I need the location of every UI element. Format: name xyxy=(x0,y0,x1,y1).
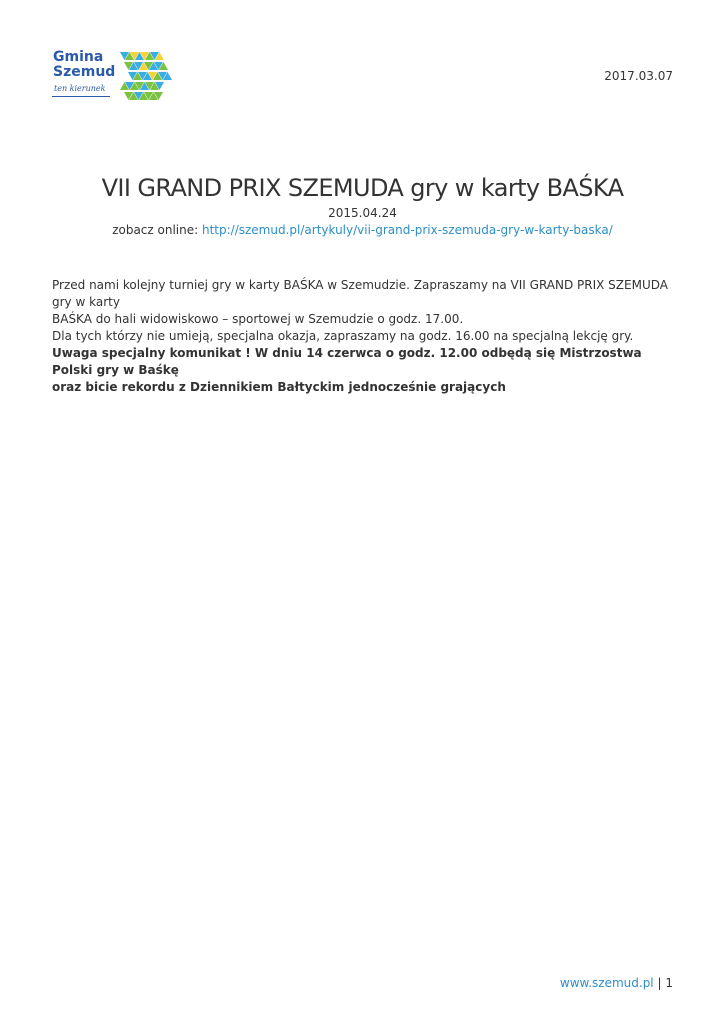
article-date: 2015.04.24 xyxy=(328,206,397,220)
footer-site-link[interactable]: www.szemud.pl xyxy=(559,976,654,990)
logo-tagline: ten kierunek xyxy=(54,84,106,93)
body-paragraph: BAŚKA do hali widowiskowo – sportowej w Szemudzie o godz. 17.00. xyxy=(52,312,464,326)
logo-wordmark xyxy=(53,50,115,80)
logo-underline xyxy=(52,96,110,97)
logo-triangles-icon xyxy=(120,50,178,104)
article-body xyxy=(52,277,676,396)
article-url-link[interactable]: http://szemud.pl/artykuly/vii-grand-prix-szemuda-gry-w-karty-baska/ xyxy=(201,223,613,237)
article-title: VII GRAND PRIX SZEMUDA gry w karty BAŚKA xyxy=(101,174,624,202)
print-date: 2017.03.07 xyxy=(604,69,673,83)
logo-line2: Szemud xyxy=(53,64,116,80)
body-paragraph: Przed nami kolejny turniej gry w karty BAŚKA w Szemudzie. Zapraszamy na VII GRAND PRIX SZEMUDA gry w karty xyxy=(52,278,668,309)
gmina-szemud-logo[interactable] xyxy=(50,48,180,106)
footer-separator: | xyxy=(657,976,662,990)
page-number: 1 xyxy=(665,976,673,990)
announcement-paragraph: oraz bicie rekordu z Dziennikiem Bałtyckim jednocześnie grających xyxy=(52,380,506,394)
page-footer xyxy=(560,976,673,990)
online-link-line xyxy=(0,223,725,237)
logo-line1: Gmina xyxy=(53,49,104,65)
online-label: zobacz online: xyxy=(112,223,199,237)
body-paragraph: Dla tych którzy nie umieją, specjalna okazja, zapraszamy na godz. 16.00 na specjalną lekcję gry. xyxy=(52,329,634,343)
announcement-paragraph: Uwaga specjalny komunikat ! W dniu 14 czerwca o godz. 12.00 odbędą się Mistrzostwa Polski gry w Baśkę xyxy=(52,346,642,377)
